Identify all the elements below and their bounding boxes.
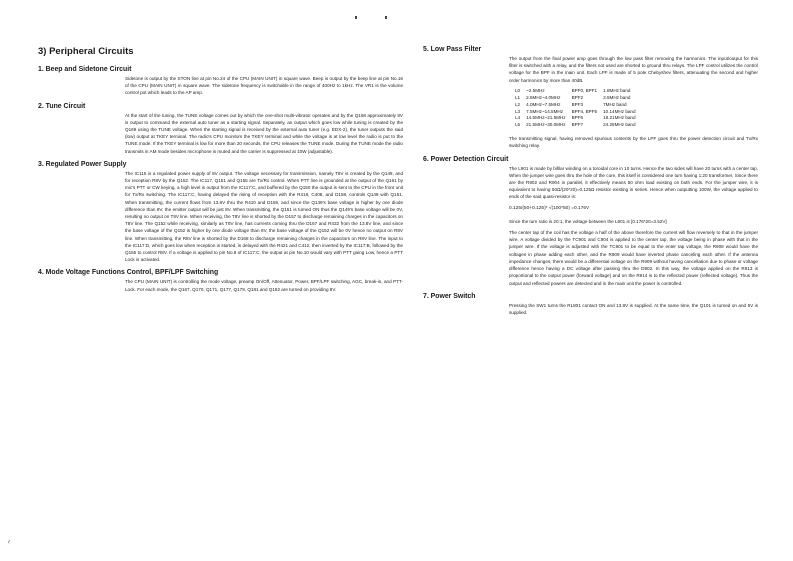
chapter-title: 3) Peripheral Circuits — [38, 46, 134, 57]
section-1 — [38, 66, 403, 97]
table-row — [515, 102, 642, 109]
table-row — [515, 122, 642, 129]
section-3 — [38, 161, 403, 264]
table-cell: L4 — [515, 115, 521, 121]
section-title: 4. Mode Voltage Functions Control, BPF/LPF Switching — [38, 269, 219, 277]
section-paragraph: The output from the final power amp goes through the low pass filter removing the harmonics. The input/output for this filter is switched with a relay, and the filters not used are shorted to ground thru relays. The LPF control utilizes the control voltage for the BPF in the main unit. Each LPF is made of 5 pole Chebyshev filters, attenuating the second and higher order harmonics by more than 40dB. — [509, 56, 758, 83]
section-power-detection — [423, 156, 758, 287]
binding-mark — [385, 16, 387, 19]
table-cell: L3 — [515, 108, 521, 114]
table-cell: BPF6 — [571, 115, 584, 121]
table-row — [515, 109, 642, 116]
section-title: 6. Power Detection Circuit — [423, 155, 509, 163]
section-title: 5. Low Pass Filter — [423, 46, 482, 53]
table-cell: BPF3 — [571, 101, 584, 107]
table-cell: L0 — [515, 87, 521, 93]
table-cell: BPF2 — [571, 94, 584, 100]
table-cell: L5 — [515, 122, 521, 128]
table-cell: L2 — [515, 101, 521, 107]
table-cell: 2.5MHz~4.0MHz — [526, 94, 561, 100]
table-row — [515, 115, 642, 122]
table-cell: 18.21MHz band — [603, 115, 636, 121]
section-paragraph: The CPU (MAIN UNIT) is controlling the mode voltage, preamp On/Off, Attenuator, Power, BPF/LPF switching, AGC, break-in, and PTT-Lock. For each mode, the Q167, Q170, Q171, Q177, Q179, Q181 and Q182 are turned on providing 8V. — [125, 279, 403, 292]
section-title: 7. Power Switch — [423, 292, 476, 300]
table-cell: BPF4, BPF5 — [571, 108, 598, 114]
section-title: 3. Regulated Power Supply — [38, 160, 127, 168]
binding-mark — [355, 16, 357, 19]
table-cell: 1.8MHz band — [603, 87, 631, 93]
section-paragraph: The IC115 is a regulated power supply of 8V output. The voltage necessary for transmission, namely T8V is created by the Q149, and for reception R8V by the Q152. The IC117, Q151 and Q155 are Tx/Rx control. When PTT line is grounded at the output of the Q161 by mic's PTT or CW keying, a high level is output from the IC117:C, and buffered by the Q150 the output is sent to the CPU in the front unit for Tx/Rx switching. The IC117:C, having delayed the rising of reception with the R418, C408, and D158, controls Q149 with Q151. When transmitting, the current flows from 13.8V thru the R410 and D156, and since the Q149's base voltage is higher by one diode difference than 8V, the emitter output will be just 8V. When transmitting, the Q151 is turned ON thus the Q149's base voltage will be 0V, resulting no output on T8V line. When receiving, the T8V line is shorted by the D157 to discharge remaining charges in the capacitors on T8V line. The Q152 while receiving, similarly as T8V line, has currents coming thru the D167 and R432 from the 13.8V line, and since the base voltage of the Q152 is higher by one diode voltage than 8V, the base voltage of the Q152 will be 0V hence no output on R8V line. When transmitting, the R8V line is shorted by the D168 to discharge remaining charges in the capacitors on R8V line. The input to the IC117:D, which goes low when reception is started, is delayed with the R421 and C412, then inverted by the IC117:B, followed by the Q155 to control R8V. If a voltage is applied to pin No.8 of IC117:C, the output at pin No.10 would vary with PTT going Low, hence a PTT Lock is activated. — [125, 170, 403, 263]
section-paragraph: Pressing the SW1 turns the RL801 contact ON and 13.8V is supplied. At the same time, the Q101 is turned on and 5V is supplied. — [509, 302, 758, 315]
table-cell: BPF7 — [571, 122, 584, 128]
section-paragraph: The L901 is made by bifilar winding on a toroidal core in 10 turns. Hence the two sides will have 20 turns with a center tap. When the jumper wire goes thru the hole of the core, this itself is considered one turn having 1:20 transformer. Since there are the R902 and R904 in parallel, it effectively means 50 ohm load existing on both ends. For the jumper wire, it is equivalent to having 50Ω/(20*20)=0.125Ω resistor existing in series. Hence when outputting 100W, the voltage applied to ends of the said quasi-resistor is: — [509, 165, 758, 200]
right-column — [423, 46, 758, 322]
table-row — [515, 95, 642, 102]
table-cell: 14.5MHz~21.5MHz — [526, 115, 566, 121]
table-cell: 3.5MHz band — [603, 94, 631, 100]
section-4 — [38, 269, 403, 292]
section-2 — [38, 103, 403, 155]
section-paragraph: At the start of the tuning, the TUNE voltage comes out by which the one-shot multi-vibrator operates and by the Q168 approximately 8V is output to command the external auto tuner as a starting signal. Separately, an output which goes low while tuning is created by the Q169 using the TUNE voltage. When the starting signal is received by the external auto tuner (e.g. EDX-2), the tuner outputs the said (low) output at TKEY terminal. The radio's CPU monitors the TKEY terminal and while the voltage is at low level the radio is put to the TUNE mode. If the TKEY terminal is low for more than 20 seconds, the CPU releases the TUNE mode. During the TUNE mode the radio transmits in AM mode besides microphone is muted and the carrier is suppressed at 10W (adjustable). — [125, 112, 403, 154]
section-low-pass-filter — [423, 46, 758, 150]
table-cell: BPF0, BPF1 — [571, 87, 598, 93]
table-cell: 7MHz band — [603, 101, 627, 107]
table-cell: 7.5MHz~14.5MHz — [526, 108, 564, 114]
lpf-band-table — [515, 88, 642, 129]
section-paragraph: The transmitting signal, having removed spurious contents by the LPF goes thru the power detection circuit and Tx/Rx switching relay. — [509, 136, 758, 149]
section-paragraph: Since the turn ratio is 20:1, the voltage between the L901 is [0.176*20=3.52V] — [509, 218, 667, 224]
section-paragraph: Sidetone is output by the STON line at pin No.24 of the CPU (MAIN UNIT) in square wave. Beep is output by the beep line at pin No.16 of the CPU (MAIN UNIT) in square wave. The sidetone frequency is switchable in the range of 400Hz to 1kHz. The VR1 is the volume control pot which leads to the AP amp. — [125, 76, 403, 96]
table-cell: 4.0MHz~7.5MHz — [526, 101, 561, 107]
table-cell: 21.5MHz~30.0MHz — [526, 122, 566, 128]
section-power-switch — [423, 293, 758, 316]
table-cell: ~2.5MHz — [526, 87, 545, 93]
section-title: 2. Tune Circuit — [38, 102, 86, 110]
section-title: 1. Beep and Sidetone Circuit — [38, 66, 132, 73]
table-cell: L1 — [515, 94, 521, 100]
voltage-formula: 0.125/(50+0.125)* √(100*50) =0.176V — [509, 205, 590, 211]
section-paragraph: The center tap of the coil has the voltage a half of the above therefore the current will flow reversely to that in the jumper wire. A voltage divided by the TC901 and C904 is applied to the center tap, the voltage being in phase with that in the jumper wire. If the voltage is adjusted with the TC901 to be equal to the enter tap voltage, the R908 would have the voltages in phase adding each other, and the R909 would have inverted phase canceling each other. If the antenna impedance changes, there would be a differential voltage on the R909 without having cancellation due to phase or voltage difference hence having a DC voltage after passing thru the D902. In this way, the voltage applied on the R913 is proportional to the output power (forward voltage) and on the R914 is to the reflected power (reflected voltage). Thus the output and reflected powers are detected and in the main unit the power is controlled. — [509, 230, 758, 286]
page-margin-mark: ~ — [4, 539, 12, 544]
table-row — [515, 88, 642, 95]
table-cell: 24.28MHz band — [603, 122, 636, 128]
left-column — [38, 46, 403, 299]
table-cell: 10.14MHz band — [603, 108, 636, 114]
